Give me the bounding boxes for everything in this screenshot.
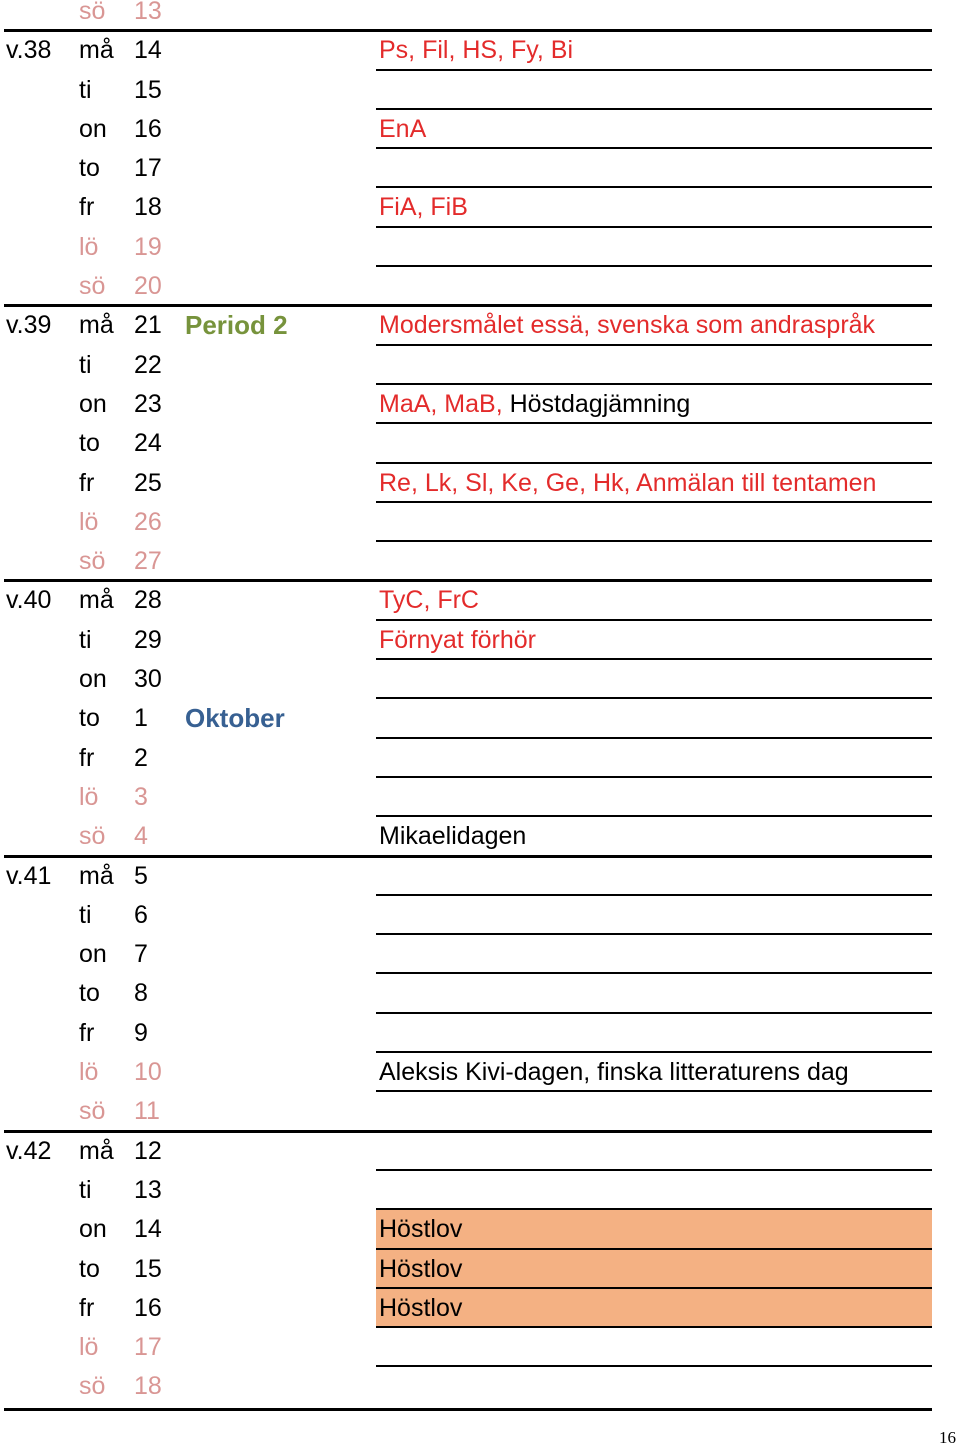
calendar-row: [0, 621, 960, 660]
note-field: [376, 974, 932, 1013]
date-number: 12: [134, 1136, 162, 1165]
note-text: Höstlov: [379, 1293, 463, 1322]
note-text: Mikaelidagen: [379, 822, 527, 851]
note-field: [376, 424, 932, 463]
note-text: Ps, Fil, HS, Fy, Bi: [379, 36, 573, 65]
weekday-label: fr: [79, 1293, 95, 1322]
weekday-label: må: [79, 861, 114, 890]
note-field: [376, 1171, 932, 1210]
date-number: 23: [134, 389, 162, 418]
date-number: 13: [134, 0, 162, 25]
date-number: 1: [134, 704, 148, 733]
note-field: [376, 464, 932, 503]
week-label: v.39: [6, 311, 52, 340]
calendar-row: [0, 464, 960, 503]
weekday-label: on: [79, 389, 107, 418]
weekday-label: on: [79, 940, 107, 969]
note-text: Höstdagjämning: [509, 389, 691, 418]
note-text: EnA: [379, 114, 427, 143]
note-field: [376, 699, 932, 738]
date-number: 15: [134, 75, 162, 104]
calendar-row: [0, 581, 960, 620]
weekday-label: fr: [79, 193, 95, 222]
calendar-row: [0, 228, 960, 267]
date-number: 16: [134, 114, 162, 143]
note-text: Aleksis Kivi-dagen, finska litteraturens dag: [379, 1058, 849, 1087]
calendar-row: [0, 424, 960, 463]
note-field: [376, 621, 932, 660]
note-text: Förnyat förhör: [379, 625, 537, 654]
calendar-row: [0, 149, 960, 188]
calendar-row: [0, 1053, 960, 1092]
date-number: 26: [134, 507, 162, 536]
week-label: v.42: [6, 1136, 52, 1165]
weekday-label: lö: [79, 232, 99, 261]
week-label: v.41: [6, 861, 52, 890]
weekday-label: sö: [79, 0, 106, 25]
page-number: 16: [939, 1428, 956, 1447]
calendar-row: [0, 974, 960, 1013]
note-text: Höstlov: [379, 1215, 463, 1244]
date-number: 28: [134, 586, 162, 615]
weekday-label: to: [79, 429, 100, 458]
date-number: 25: [134, 468, 162, 497]
date-number: 14: [134, 1215, 162, 1244]
note-field: [376, 1328, 932, 1367]
date-number: 11: [134, 1097, 160, 1126]
weekday-label: to: [79, 704, 100, 733]
date-number: 2: [134, 743, 148, 772]
note-field: [376, 896, 932, 935]
calendar-row: [0, 1250, 960, 1289]
note-field: [376, 778, 932, 817]
calendar-row: [0, 1367, 960, 1406]
date-number: 13: [134, 1175, 162, 1204]
note-text: Re, Lk, Sl, Ke, Ge, Hk, Anmälan till tentamen: [379, 468, 877, 497]
note-field: [376, 228, 932, 267]
weekday-label: sö: [79, 547, 106, 576]
weekday-label: ti: [79, 350, 92, 379]
date-number: 17: [134, 154, 162, 183]
date-number: 30: [134, 665, 162, 694]
note-field: [376, 188, 932, 227]
calendar-row: [0, 306, 960, 345]
calendar-row: [0, 1210, 960, 1249]
date-number: 14: [134, 36, 162, 65]
calendar-row: [0, 660, 960, 699]
note-field: [376, 1250, 932, 1289]
weekday-label: on: [79, 114, 107, 143]
weekday-label: må: [79, 586, 114, 615]
calendar-row: [0, 385, 960, 424]
date-number: 5: [134, 861, 148, 890]
calendar-row: [0, 1092, 960, 1131]
calendar-row: [0, 188, 960, 227]
calendar-row: [0, 110, 960, 149]
weekday-label: sö: [79, 272, 106, 301]
note-text: TyC, FrC: [379, 586, 479, 615]
note-field: [376, 346, 932, 385]
note-text: MaA, MaB,: [379, 389, 510, 418]
weekday-label: fr: [79, 1018, 95, 1047]
weekday-label: lö: [79, 782, 99, 811]
note-field: [376, 1289, 932, 1328]
calendar-row: [0, 267, 960, 306]
note-field: [376, 660, 932, 699]
week-label: v.38: [6, 36, 52, 65]
calendar-row: [0, 1328, 960, 1367]
calendar-row: [0, 346, 960, 385]
period-marker: Period 2: [185, 310, 288, 341]
weekday-label: ti: [79, 625, 92, 654]
date-number: 18: [134, 1372, 162, 1401]
weekday-label: sö: [79, 1097, 106, 1126]
calendar-row: [0, 31, 960, 70]
note-text: FiA, FiB: [379, 193, 468, 222]
calendar-row: [0, 896, 960, 935]
weekday-label: fr: [79, 743, 95, 772]
weekday-label: on: [79, 1215, 107, 1244]
calendar-row: [0, 0, 960, 31]
date-number: 20: [134, 272, 162, 301]
weekday-label: må: [79, 36, 114, 65]
date-number: 18: [134, 193, 162, 222]
calendar-row: [0, 1289, 960, 1328]
note-field: [376, 935, 932, 974]
date-number: 7: [134, 940, 148, 969]
note-field: [376, 385, 932, 424]
weekday-label: to: [79, 979, 100, 1008]
note-field: [376, 1053, 932, 1092]
calendar-row: [0, 71, 960, 110]
note-field: [376, 31, 932, 70]
weekday-label: lö: [79, 1058, 99, 1087]
note-field: [376, 857, 932, 896]
weekday-label: to: [79, 1254, 100, 1283]
end-rule: [4, 1408, 932, 1411]
calendar-row: [0, 699, 960, 738]
date-number: 9: [134, 1018, 148, 1047]
week-label: v.40: [6, 586, 52, 615]
weekday-label: må: [79, 1136, 114, 1165]
month-marker: Oktober: [185, 703, 285, 734]
note-field: [376, 149, 932, 188]
date-number: 24: [134, 429, 162, 458]
calendar-row: [0, 857, 960, 896]
calendar-row: [0, 1014, 960, 1053]
calendar-row: [0, 739, 960, 778]
date-number: 3: [134, 782, 148, 811]
note-field: [376, 1132, 932, 1171]
weekday-label: ti: [79, 75, 92, 104]
calendar-row: [0, 778, 960, 817]
weekday-label: ti: [79, 1175, 92, 1204]
date-number: 29: [134, 625, 162, 654]
weekday-label: lö: [79, 1333, 99, 1362]
weekday-label: lö: [79, 507, 99, 536]
note-field: [376, 71, 932, 110]
calendar-row: [0, 503, 960, 542]
calendar-row: [0, 1171, 960, 1210]
calendar-row: [0, 817, 960, 856]
date-number: 6: [134, 900, 148, 929]
note-field: [376, 1014, 932, 1053]
date-number: 4: [134, 822, 148, 851]
weekday-label: fr: [79, 468, 95, 497]
date-number: 17: [134, 1333, 162, 1362]
note-field: [376, 817, 932, 856]
note-field: [376, 1210, 932, 1249]
weekday-label: sö: [79, 822, 106, 851]
calendar-row: [0, 542, 960, 581]
date-number: 21: [134, 311, 162, 340]
note-field: [376, 581, 932, 620]
weekday-label: on: [79, 665, 107, 694]
weekday-label: ti: [79, 900, 92, 929]
note-field: [376, 739, 932, 778]
note-text: Modersmålet essä, svenska som andraspråk: [379, 311, 876, 340]
date-number: 19: [134, 232, 162, 261]
note-text: Höstlov: [379, 1254, 463, 1283]
date-number: 27: [134, 547, 162, 576]
weekday-label: må: [79, 311, 114, 340]
date-number: 22: [134, 350, 162, 379]
weekday-label: sö: [79, 1372, 106, 1401]
calendar-row: [0, 1132, 960, 1171]
note-field: [376, 110, 932, 149]
date-number: 16: [134, 1293, 162, 1322]
note-field: [376, 503, 932, 542]
date-number: 10: [134, 1058, 162, 1087]
note-field: [376, 306, 932, 345]
date-number: 8: [134, 979, 148, 1008]
date-number: 15: [134, 1254, 162, 1283]
calendar-row: [0, 935, 960, 974]
weekday-label: to: [79, 154, 100, 183]
